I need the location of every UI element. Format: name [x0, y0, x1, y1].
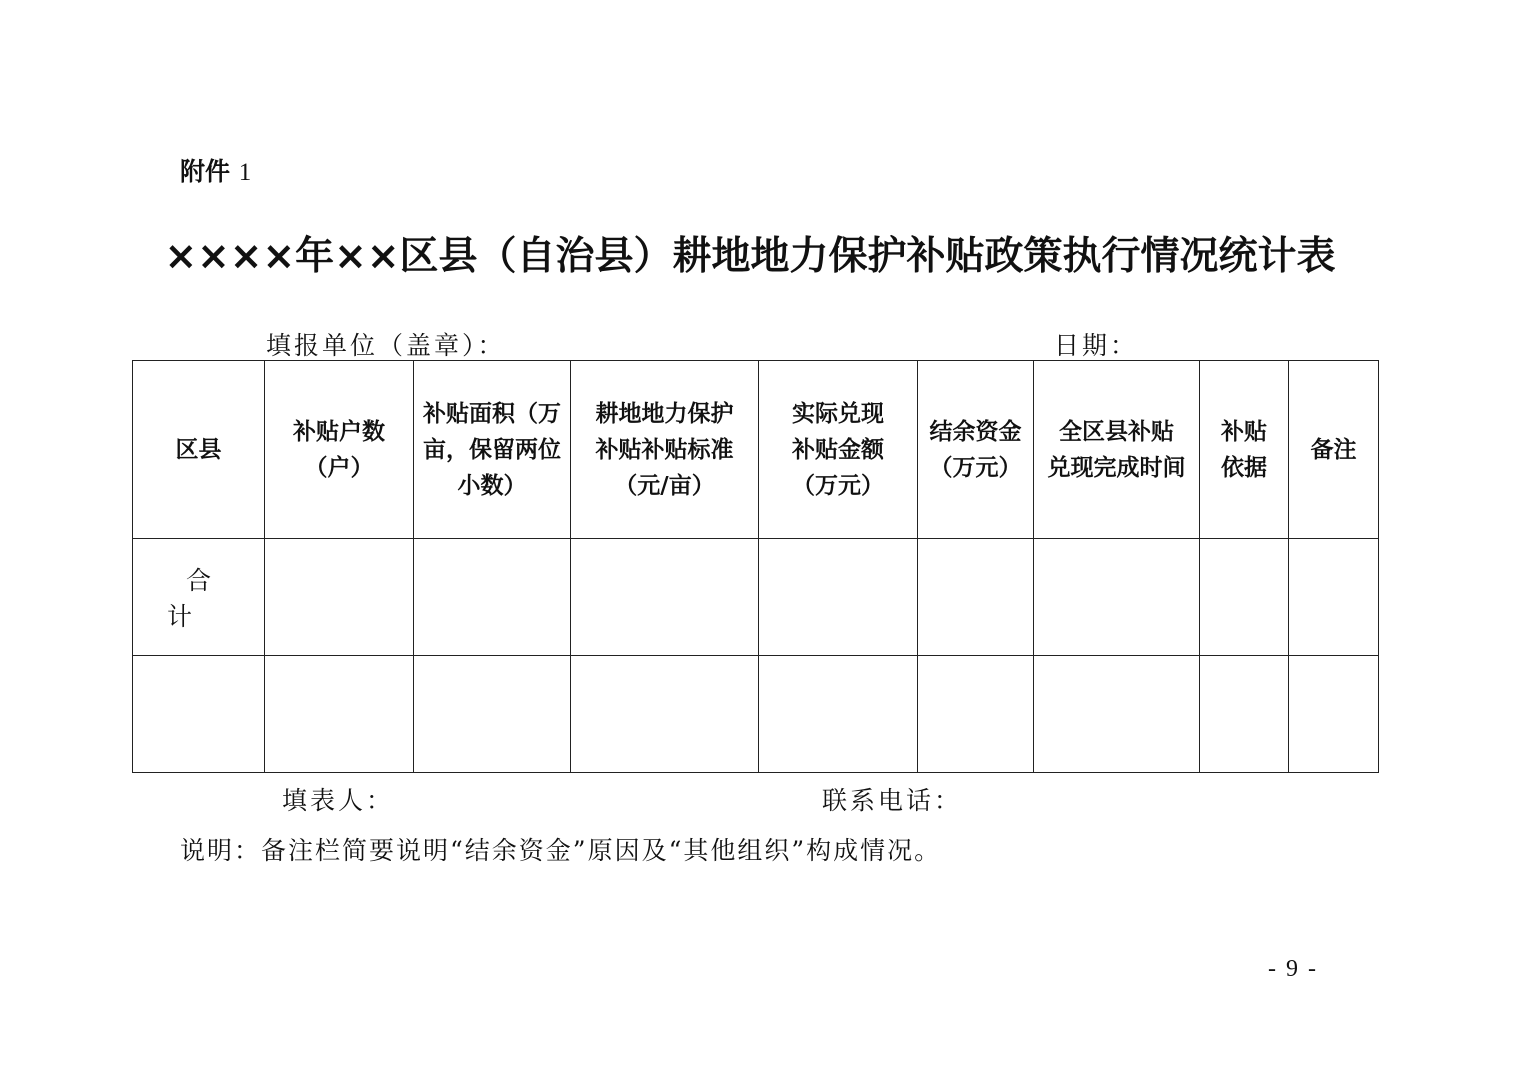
- header-cell: 补贴 依据: [1200, 361, 1289, 539]
- header-remarks: 备注: [1310, 436, 1357, 463]
- table-cell[interactable]: [414, 539, 571, 656]
- table-cell[interactable]: [414, 656, 571, 773]
- attachment-label: [180, 152, 251, 188]
- table-cell[interactable]: [759, 656, 918, 773]
- table-cell[interactable]: [918, 656, 1034, 773]
- table-cell[interactable]: [1034, 539, 1200, 656]
- note-text: 说明：备注栏简要说明“结余资金”原因及“其他组织”构成情况。: [180, 836, 942, 865]
- header-cell: 耕地地力保护 补贴补贴标准 （元/亩）: [571, 361, 759, 539]
- table-cell[interactable]: [265, 539, 414, 656]
- phone-label: 联系电话：: [822, 786, 963, 815]
- header-cell: 结余资金 （万元）: [918, 361, 1034, 539]
- total-label: 合计: [166, 566, 249, 631]
- filler-label: 填表人：: [282, 786, 395, 815]
- attachment-text: 附件: [180, 157, 231, 186]
- table-cell[interactable]: [133, 539, 265, 656]
- header-cell: 补贴户数 （户）: [265, 361, 414, 539]
- table-cell[interactable]: [759, 539, 918, 656]
- page-title: ××××年××区县（自治县）耕地地力保护补贴政策执行情况统计表: [164, 234, 1336, 279]
- attachment-number: 1: [238, 159, 252, 186]
- header-district: 区县: [175, 436, 222, 463]
- table-row: [133, 656, 1379, 773]
- header-cell: [133, 361, 265, 539]
- table-cell[interactable]: [918, 539, 1034, 656]
- table-header-row: [133, 361, 1379, 539]
- header-cell: [1289, 361, 1379, 539]
- table-cell[interactable]: [571, 656, 759, 773]
- table-row-total: [133, 539, 1379, 656]
- page-number: - 9 -: [1268, 956, 1318, 982]
- table-cell[interactable]: [133, 656, 265, 773]
- table-cell[interactable]: [1200, 539, 1289, 656]
- table-cell[interactable]: [1289, 656, 1379, 773]
- table-cell[interactable]: [1200, 656, 1289, 773]
- statistics-table: [132, 360, 1379, 773]
- table-cell[interactable]: [265, 656, 414, 773]
- fill-unit-label: 填报单位（盖章）：: [266, 331, 506, 360]
- header-cell: 补贴面积（万 亩，保留两位 小数）: [414, 361, 571, 539]
- header-cell: 全区县补贴 兑现完成时间: [1034, 361, 1200, 539]
- table-cell[interactable]: [1034, 656, 1200, 773]
- header-cell: 实际兑现 补贴金额 （万元）: [759, 361, 918, 539]
- date-label: 日期：: [1054, 331, 1139, 360]
- table-cell[interactable]: [571, 539, 759, 656]
- table-cell[interactable]: [1289, 539, 1379, 656]
